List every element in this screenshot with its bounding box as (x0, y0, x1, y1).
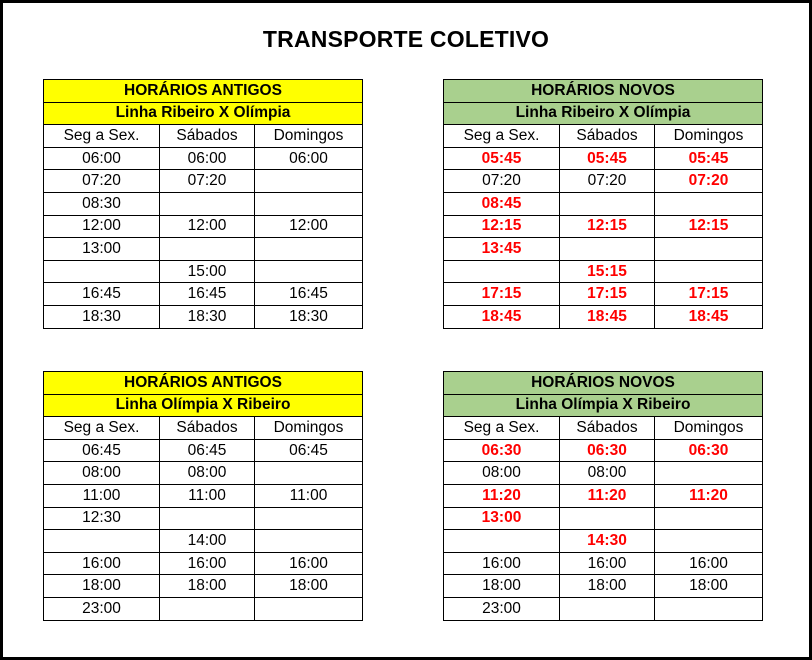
time-cell: 16:00 (444, 552, 560, 575)
time-cell: 16:00 (560, 552, 655, 575)
column-header-saturday: Sábados (160, 417, 255, 440)
table-route-row (44, 102, 363, 125)
time-cell: 08:00 (160, 462, 255, 485)
time-cell: 06:30 (560, 439, 655, 462)
time-cell (655, 462, 763, 485)
time-cell: 18:00 (444, 575, 560, 598)
time-cell: 18:30 (160, 305, 255, 328)
table-row (444, 552, 763, 575)
time-cell: 16:45 (255, 283, 363, 306)
time-cell (560, 192, 655, 215)
table-row (44, 439, 363, 462)
page-title: TRANSPORTE COLETIVO (262, 26, 550, 52)
time-cell: 17:15 (444, 283, 560, 306)
table-row (44, 507, 363, 530)
time-cell: 07:20 (160, 170, 255, 193)
time-cell: 06:30 (655, 439, 763, 462)
time-cell: 05:45 (560, 147, 655, 170)
time-cell (255, 597, 363, 620)
table-row (44, 147, 363, 170)
time-cell: 06:00 (160, 147, 255, 170)
time-cell: 06:30 (444, 439, 560, 462)
table-row (444, 147, 763, 170)
column-header-row (44, 417, 363, 440)
time-cell: 12:30 (44, 507, 160, 530)
time-cell: 18:30 (255, 305, 363, 328)
time-cell (655, 530, 763, 553)
column-header-row (444, 125, 763, 148)
time-cell (160, 238, 255, 261)
table-route-row (444, 102, 763, 125)
time-cell: 11:00 (255, 484, 363, 507)
time-cell: 15:15 (560, 260, 655, 283)
table-row (444, 260, 763, 283)
time-cell: 05:45 (444, 147, 560, 170)
time-cell (255, 507, 363, 530)
time-cell: 18:30 (44, 305, 160, 328)
time-cell: 07:20 (655, 170, 763, 193)
table-row (444, 215, 763, 238)
table-row (444, 283, 763, 306)
time-cell (444, 260, 560, 283)
schedule-table-antigos-ribeiro-olimpia (43, 79, 363, 329)
time-cell: 12:00 (160, 215, 255, 238)
table-heading: HORÁRIOS ANTIGOS (44, 80, 363, 103)
time-cell: 13:00 (44, 238, 160, 261)
time-cell (44, 530, 160, 553)
table-heading: HORÁRIOS ANTIGOS (44, 372, 363, 395)
time-cell (255, 170, 363, 193)
table-heading-row (444, 372, 763, 395)
time-cell: 06:45 (160, 439, 255, 462)
table-row (444, 507, 763, 530)
table-row (444, 170, 763, 193)
column-header-sunday: Domingos (255, 417, 363, 440)
column-header-saturday: Sábados (160, 125, 255, 148)
table-route-row (44, 394, 363, 417)
time-cell: 07:20 (44, 170, 160, 193)
time-cell: 11:20 (560, 484, 655, 507)
time-cell: 08:45 (444, 192, 560, 215)
table-row (44, 484, 363, 507)
time-cell (255, 530, 363, 553)
time-cell: 16:00 (255, 552, 363, 575)
column-header-sunday: Domingos (655, 417, 763, 440)
table-row (444, 305, 763, 328)
column-header-row (444, 417, 763, 440)
time-cell (160, 192, 255, 215)
time-cell (255, 462, 363, 485)
time-cell: 17:15 (560, 283, 655, 306)
time-cell: 16:45 (160, 283, 255, 306)
time-cell: 16:00 (160, 552, 255, 575)
table-row (444, 238, 763, 261)
time-cell: 13:00 (444, 507, 560, 530)
time-cell: 11:00 (160, 484, 255, 507)
table-row (44, 575, 363, 598)
time-cell: 08:30 (44, 192, 160, 215)
time-cell: 23:00 (444, 597, 560, 620)
time-cell: 18:00 (560, 575, 655, 598)
column-header-saturday: Sábados (560, 125, 655, 148)
time-cell: 14:00 (160, 530, 255, 553)
time-cell (655, 238, 763, 261)
column-header-sunday: Domingos (655, 125, 763, 148)
time-cell (255, 260, 363, 283)
table-heading: HORÁRIOS NOVOS (444, 372, 763, 395)
time-cell: 17:15 (655, 283, 763, 306)
route-name: Linha Olímpia X Ribeiro (44, 394, 363, 417)
table-row (44, 192, 363, 215)
column-header-weekday: Seg a Sex. (44, 417, 160, 440)
time-cell: 13:45 (444, 238, 560, 261)
table-row (44, 597, 363, 620)
column-header-weekday: Seg a Sex. (444, 417, 560, 440)
table-row (444, 462, 763, 485)
schedule-table-antigos-olimpia-ribeiro (43, 371, 363, 621)
time-cell: 14:30 (560, 530, 655, 553)
time-cell (255, 192, 363, 215)
table-row (44, 238, 363, 261)
time-cell (560, 597, 655, 620)
time-cell: 08:00 (44, 462, 160, 485)
time-cell (444, 530, 560, 553)
table-route-row (444, 394, 763, 417)
time-cell: 18:00 (255, 575, 363, 598)
time-cell (160, 507, 255, 530)
table-row (444, 439, 763, 462)
time-cell: 16:45 (44, 283, 160, 306)
time-cell (560, 238, 655, 261)
time-cell: 18:00 (44, 575, 160, 598)
route-name: Linha Ribeiro X Olímpia (44, 102, 363, 125)
table-row (44, 283, 363, 306)
time-cell: 18:45 (560, 305, 655, 328)
table-row (44, 305, 363, 328)
table-row (444, 575, 763, 598)
time-cell (44, 260, 160, 283)
time-cell: 12:00 (44, 215, 160, 238)
table-heading: HORÁRIOS NOVOS (444, 80, 763, 103)
time-cell: 12:15 (444, 215, 560, 238)
time-cell (655, 597, 763, 620)
table-row (444, 192, 763, 215)
time-cell: 18:45 (655, 305, 763, 328)
time-cell (255, 238, 363, 261)
time-cell: 18:00 (160, 575, 255, 598)
time-cell: 12:00 (255, 215, 363, 238)
column-header-sunday: Domingos (255, 125, 363, 148)
time-cell: 06:45 (44, 439, 160, 462)
time-cell (160, 597, 255, 620)
time-cell (560, 507, 655, 530)
time-cell: 23:00 (44, 597, 160, 620)
column-header-saturday: Sábados (560, 417, 655, 440)
time-cell: 07:20 (444, 170, 560, 193)
table-heading-row (444, 80, 763, 103)
time-cell: 12:15 (560, 215, 655, 238)
table-row (44, 170, 363, 193)
time-cell: 06:45 (255, 439, 363, 462)
route-name: Linha Olímpia X Ribeiro (444, 394, 763, 417)
time-cell (655, 192, 763, 215)
time-cell: 11:20 (444, 484, 560, 507)
table-row (44, 530, 363, 553)
time-cell: 05:45 (655, 147, 763, 170)
time-cell: 12:15 (655, 215, 763, 238)
time-cell: 18:00 (655, 575, 763, 598)
time-cell (655, 507, 763, 530)
time-cell: 11:20 (655, 484, 763, 507)
table-row (44, 462, 363, 485)
table-row (44, 215, 363, 238)
time-cell: 15:00 (160, 260, 255, 283)
table-row (444, 530, 763, 553)
time-cell: 07:20 (560, 170, 655, 193)
table-heading-row (44, 372, 363, 395)
table-row (444, 597, 763, 620)
table-heading-row (44, 80, 363, 103)
time-cell (655, 260, 763, 283)
time-cell: 18:45 (444, 305, 560, 328)
column-header-weekday: Seg a Sex. (44, 125, 160, 148)
time-cell: 06:00 (44, 147, 160, 170)
time-cell: 08:00 (560, 462, 655, 485)
time-cell: 06:00 (255, 147, 363, 170)
table-row (44, 260, 363, 283)
table-row (444, 484, 763, 507)
table-row (44, 552, 363, 575)
time-cell: 16:00 (44, 552, 160, 575)
schedule-table-novos-olimpia-ribeiro (443, 371, 763, 621)
time-cell: 08:00 (444, 462, 560, 485)
column-header-row (44, 125, 363, 148)
column-header-weekday: Seg a Sex. (444, 125, 560, 148)
time-cell: 11:00 (44, 484, 160, 507)
schedule-table-novos-ribeiro-olimpia (443, 79, 763, 329)
time-cell: 16:00 (655, 552, 763, 575)
route-name: Linha Ribeiro X Olímpia (444, 102, 763, 125)
